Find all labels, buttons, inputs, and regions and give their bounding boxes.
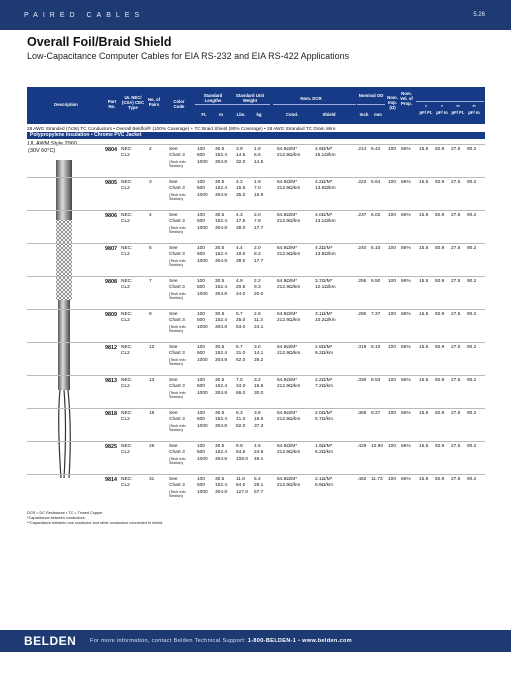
velocity: 66% — [401, 477, 411, 482]
od-inch: .336 — [357, 378, 367, 383]
dcr-shield: 2.8Ω/M* 9.2Ω/km — [315, 345, 333, 357]
length-m: 30.5 152.4 304.8 — [215, 312, 228, 330]
od-inch: .290 — [357, 312, 367, 317]
cap-4: 90.2 — [467, 345, 477, 350]
color-code: See Chart 3 (Tech Info Section) — [169, 411, 186, 433]
od-mm: 7.37 — [371, 312, 381, 317]
velocity: 66% — [401, 444, 411, 449]
cap-3: 27.5 — [451, 345, 461, 350]
cap-3: 27.5 — [451, 444, 461, 449]
ul-style: UL AWM Style 2960 (30V 60°C) — [28, 141, 77, 154]
dcr-conductor: 64.9Ω/M* 212.9Ω/km — [277, 147, 301, 159]
sub-kg: kg — [256, 112, 262, 117]
website-link[interactable]: www.belden.com — [302, 638, 352, 644]
col-nom-dcr: Nom. DCR — [300, 96, 322, 101]
table-row — [27, 144, 485, 177]
weight-lbs: 8.3 41.0 82.0 — [236, 411, 246, 429]
table-row — [27, 276, 485, 309]
length-m: 30.5 152.4 304.8 — [215, 444, 228, 462]
weight-kg: 1.9 7.0 15.9 — [254, 180, 264, 198]
col-no-pairs: No. of Pairs — [147, 97, 161, 107]
weight-kg: 3.0 14.1 28.2 — [254, 345, 264, 363]
pair-count: 3 — [149, 180, 152, 185]
table-row — [27, 441, 485, 474]
length-ft: 100 500 1000 — [197, 444, 208, 462]
velocity: 66% — [401, 279, 411, 284]
impedance: 100 — [388, 147, 397, 152]
ul-type: NEC: CL2 — [121, 345, 133, 357]
col-description: Description — [54, 102, 78, 107]
part-number: 9812 — [105, 345, 117, 351]
cap-2: 50.9 — [435, 378, 445, 383]
sub-pf-m-1: pF/ m — [436, 110, 448, 115]
impedance: 100 — [388, 312, 397, 317]
velocity: 66% — [401, 312, 411, 317]
ul-type: NEC: CL2 — [121, 477, 133, 489]
col-nom-vel: Nom. Vel. of Prop. — [400, 91, 413, 106]
od-inch: .429 — [357, 444, 367, 449]
cap-3: 27.5 — [451, 378, 461, 383]
dcr-conductor: 64.9Ω/M* 212.9Ω/km — [277, 411, 301, 423]
od-mm: 5.44 — [371, 147, 381, 152]
weight-lbs: 4.2 15.5 35.0 — [236, 180, 246, 198]
cap-4: 90.2 — [467, 246, 477, 251]
od-mm: 5.64 — [371, 180, 381, 185]
table-row — [27, 342, 485, 375]
weight-kg: 4.5 24.8 49.1 — [254, 444, 264, 462]
od-mm: 8.10 — [371, 345, 381, 350]
footer-banner — [0, 630, 511, 652]
color-code: See Chart 3 (Tech Info Section) — [169, 312, 186, 334]
pair-count: 18 — [149, 411, 155, 416]
footnotes: DCR = DC Resistance • TC = Tinned Copper *Capacitance between conductors. **Capacitance between one conductor and other conductors connected to shield. — [27, 511, 164, 525]
od-mm: 6.02 — [371, 213, 381, 218]
impedance: 100 — [388, 444, 397, 449]
pair-count: 4 — [149, 213, 152, 218]
ul-type: NEC: CL2 — [121, 378, 133, 390]
cap-3: 27.5 — [451, 477, 461, 482]
od-mm: 10.90 — [371, 444, 384, 449]
pair-count: 9 — [149, 312, 152, 317]
cap-1: 15.5 — [419, 378, 429, 383]
page-title: Overall Foil/Braid Shield — [27, 35, 172, 49]
color-code: See Chart 3 (Tech Info Section) — [169, 279, 186, 301]
weight-kg: 2.2 9.3 20.0 — [254, 279, 264, 297]
velocity: 66% — [401, 378, 411, 383]
weight-lbs: 4.9 20.5 44.0 — [236, 279, 246, 297]
cap-4: 90.2 — [467, 312, 477, 317]
cap-1: 15.5 — [419, 345, 429, 350]
length-ft: 100 500 1000 — [197, 345, 208, 363]
col-std-lengths: Standard Lengths — [203, 93, 223, 103]
od-mm: 11.73 — [371, 477, 383, 482]
part-number: 9818 — [105, 411, 117, 417]
impedance: 100 — [388, 279, 397, 284]
dcr-conductor: 64.9Ω/M* 212.9Ω/km — [277, 312, 301, 324]
dcr-shield: 3.7Ω/M* 12.1Ω/km — [315, 279, 336, 291]
part-number: 9825 — [105, 444, 117, 450]
weight-kg: 2.0 8.2 17.7 — [254, 246, 264, 264]
sub-mm: mm — [374, 112, 382, 117]
cap-1: 15.5 — [419, 147, 429, 152]
part-number: 9807 — [105, 246, 117, 252]
dcr-conductor: 64.9Ω/M* 212.9Ω/km — [277, 279, 301, 291]
section-title: PAIRED CABLES — [24, 12, 145, 19]
velocity: 66% — [401, 411, 411, 416]
table-row — [27, 375, 485, 408]
weight-kg: 3.2 15.5 30.0 — [254, 378, 264, 396]
ul-type: NEC: CL2 — [121, 246, 133, 258]
dcr-shield: 4.2Ω/M* 13.8Ω/km — [315, 246, 336, 258]
cap-1: 15.5 — [419, 477, 429, 482]
color-code: See Chart 3 (Tech Info Section) — [169, 180, 186, 202]
weight-kg: 1.8 6.6 14.5 — [254, 147, 264, 165]
sub-ft: Ft. — [201, 112, 207, 117]
cap-1: 15.5 — [419, 279, 429, 284]
velocity: 66% — [401, 345, 411, 350]
od-inch: .214 — [357, 147, 367, 152]
length-m: 30.5 152.4 304.8 — [215, 180, 228, 198]
part-number: 9804 — [105, 147, 117, 153]
cap-4: 90.2 — [467, 411, 477, 416]
od-mm: 6.10 — [371, 246, 381, 251]
cap-3: 27.5 — [451, 312, 461, 317]
part-number: 9809 — [105, 312, 117, 318]
table-row — [27, 210, 485, 243]
part-number: 9806 — [105, 213, 117, 219]
table-row — [27, 408, 485, 441]
sub-cond: Cond. — [285, 112, 299, 117]
weight-kg: 5.4 29.1 57.7 — [254, 477, 264, 495]
page-subtitle: Low-Capacitance Computer Cables for EIA RS-232 and EIA RS-422 Applications — [27, 51, 350, 61]
table-row — [27, 474, 485, 507]
cap-2: 50.9 — [435, 147, 445, 152]
col-nominal-od: Nominal OD — [358, 93, 384, 98]
impedance: 100 — [388, 411, 397, 416]
table-row — [27, 309, 485, 342]
sub-inch: Inch — [359, 112, 369, 117]
pair-count: 2 — [149, 147, 152, 152]
cap-4: 90.2 — [467, 180, 477, 185]
sub-pf-m-2: pF/ m — [468, 110, 480, 115]
length-ft: 100 500 1000 — [197, 477, 208, 495]
ul-type: NEC: CL2 — [121, 411, 133, 423]
cap-4: 90.2 — [467, 147, 477, 152]
ul-type: NEC: CL2 — [121, 444, 133, 456]
length-m: 30.5 152.4 304.8 — [215, 411, 228, 429]
sub-m: m — [219, 112, 223, 117]
top-banner — [0, 0, 511, 30]
sub-pf-ft-2: pF/ Ft. — [451, 110, 465, 115]
dcr-shield: 4.2Ω/M* 13.8Ω/km — [315, 180, 336, 192]
dcr-shield: 4.9Ω/M* 16.1Ω/km — [315, 147, 336, 159]
dcr-conductor: 64.9Ω/M* 212.9Ω/km — [277, 246, 301, 258]
cap-1: 15.5 — [419, 411, 429, 416]
cap-2: 50.9 — [435, 180, 445, 185]
part-number: 9805 — [105, 180, 117, 186]
part-number: 9814 — [105, 477, 117, 483]
pair-count: 5 — [149, 246, 152, 251]
cap-4: 90.2 — [467, 444, 477, 449]
length-ft: 100 500 1000 — [197, 312, 208, 330]
cap-2: 50.9 — [435, 444, 445, 449]
cap-1: 15.5 — [419, 180, 429, 185]
col-part-no: Part No. — [107, 99, 117, 109]
dcr-conductor: 64.9Ω/M* 212.9Ω/km — [277, 213, 301, 225]
dcr-conductor: 64.9Ω/M* 212.9Ω/km — [277, 345, 301, 357]
cap-3: 27.5 — [451, 279, 461, 284]
dcr-shield: 1.9Ω/M* 6.2Ω/km — [315, 444, 333, 456]
table-header — [27, 87, 485, 124]
od-mm: 6.50 — [371, 279, 381, 284]
table-row — [27, 243, 485, 276]
impedance: 100 — [388, 345, 397, 350]
cap-1: 15.5 — [419, 213, 429, 218]
dcr-conductor: 64.9Ω/M* 212.9Ω/km — [277, 477, 301, 489]
cap-4: 90.2 — [467, 279, 477, 284]
length-ft: 100 500 1000 — [197, 147, 208, 165]
cap-1: 15.5 — [419, 312, 429, 317]
weight-lbs: 5.7 25.0 53.0 — [236, 312, 246, 330]
weight-lbs: 7.0 34.0 66.0 — [236, 378, 246, 396]
impedance: 100 — [388, 477, 397, 482]
dcr-conductor: 64.9Ω/M* 212.9Ω/km — [277, 378, 301, 390]
length-m: 30.5 152.4 304.8 — [215, 345, 228, 363]
pair-count: 7 — [149, 279, 152, 284]
velocity: 66% — [401, 180, 411, 185]
impedance: 100 — [388, 246, 397, 251]
weight-lbs: 9.9 54.5 108.0 — [236, 444, 249, 462]
cap-2: 50.9 — [435, 312, 445, 317]
pair-count: 12 — [149, 345, 155, 350]
cap-2: 50.9 — [435, 279, 445, 284]
impedance: 100 — [388, 180, 397, 185]
cap-3: 27.5 — [451, 180, 461, 185]
col-ul-type: UL NEC/ (CSA) CEC Type — [121, 95, 145, 110]
cap-2: 50.9 — [435, 477, 445, 482]
sub-pf-ft-1: pF/ Ft. — [419, 110, 433, 115]
cap-mark-2: * — [441, 104, 443, 109]
sub-lbs: Lbs. — [236, 112, 246, 117]
col-color-code: Color Code — [173, 99, 185, 109]
dcr-shield: 2.1Ω/M* 6.9Ω/km — [315, 477, 333, 489]
cap-2: 50.9 — [435, 345, 445, 350]
length-m: 30.5 152.4 304.8 — [215, 147, 228, 165]
support-text: For more information, contact Belden Technical Support: 1-800-BELDEN-1 • www.belden.com — [90, 638, 352, 644]
weight-kg: 2.6 11.3 24.1 — [254, 312, 264, 330]
weight-lbs: 11.8 64.0 127.0 — [236, 477, 249, 495]
dcr-shield: 3.1Ω/M* 10.2Ω/km — [315, 312, 336, 324]
dcr-shield: 4.0Ω/M* 13.1Ω/km — [315, 213, 336, 225]
support-phone: 1-800-BELDEN-1 — [247, 638, 297, 644]
od-mm: 8.53 — [371, 378, 381, 383]
col-std-unit-weight: Standard Unit Weight — [235, 93, 265, 103]
od-inch: .319 — [357, 345, 367, 350]
cap-3: 27.5 — [451, 147, 461, 152]
cap-mark-4: ** — [472, 104, 476, 109]
od-inch: .222 — [357, 180, 367, 185]
od-inch: .240 — [357, 246, 367, 251]
insulation-bar: Polypropylene Insulation • Chrome PVC Jacket — [27, 132, 485, 139]
length-m: 30.5 152.4 304.8 — [215, 213, 228, 231]
cap-3: 27.5 — [451, 246, 461, 251]
color-code: See Chart 3 (Tech Info Section) — [169, 378, 186, 400]
length-ft: 100 500 1000 — [197, 378, 208, 396]
dcr-shield: 2.0Ω/M* 6.7Ω/km — [315, 411, 333, 423]
impedance: 100 — [388, 213, 397, 218]
cap-4: 90.2 — [467, 477, 477, 482]
belden-logo: BELDEN — [24, 634, 77, 648]
conductor-description: 28 AWG Stranded (7x36) TC Conductors • Overall Beldfoil® (100% Coverage) + TC Braid Shield (90% Coverage) • 28 AWG Stranded TC Drain Wire — [27, 126, 336, 131]
length-ft: 100 500 1000 — [197, 246, 208, 264]
length-ft: 100 500 1000 — [197, 411, 208, 429]
od-inch: .256 — [357, 279, 367, 284]
ul-type: NEC: CL2 — [121, 147, 133, 159]
color-code: See Chart 3 (Tech Info Section) — [169, 147, 186, 169]
weight-lbs: 3.9 14.5 32.0 — [236, 147, 246, 165]
weight-kg: 3.8 18.6 37.3 — [254, 411, 264, 429]
cap-mark-1: * — [425, 104, 427, 109]
length-ft: 100 500 1000 — [197, 213, 208, 231]
color-code: See Chart 3 (Tech Info Section) — [169, 213, 186, 235]
pair-count: 31 — [149, 477, 155, 482]
table-row — [27, 177, 485, 210]
color-code: See Chart 3 (Tech Info Section) — [169, 246, 186, 268]
cap-4: 90.2 — [467, 378, 477, 383]
weight-kg: 2.0 7.9 17.7 — [254, 213, 264, 231]
velocity: 66% — [401, 213, 411, 218]
impedance: 100 — [388, 378, 397, 383]
dcr-conductor: 64.9Ω/M* 212.9Ω/km — [277, 180, 301, 192]
length-ft: 100 500 1000 — [197, 180, 208, 198]
color-code: See Chart 3 (Tech Info Section) — [169, 345, 186, 367]
color-code: See Chart 3 (Tech Info Section) — [169, 477, 186, 499]
weight-lbs: 4.4 18.0 39.0 — [236, 246, 246, 264]
od-inch: .462 — [357, 477, 367, 482]
cap-1: 15.5 — [419, 246, 429, 251]
length-m: 30.5 152.4 304.8 — [215, 246, 228, 264]
length-m: 30.5 152.4 304.8 — [215, 477, 228, 495]
page-number: 5.26 — [473, 12, 485, 18]
velocity: 66% — [401, 147, 411, 152]
sub-shield: Shield — [322, 112, 336, 117]
part-number: 9813 — [105, 378, 117, 384]
cap-3: 27.5 — [451, 213, 461, 218]
col-nom-imp: Nom. Imp. (Ω) — [387, 95, 398, 110]
cap-mark-3: ** — [456, 104, 460, 109]
length-ft: 100 500 1000 — [197, 279, 208, 297]
weight-lbs: 6.7 31.0 62.0 — [236, 345, 246, 363]
od-inch: .365 — [357, 411, 367, 416]
cap-2: 50.9 — [435, 246, 445, 251]
ul-type: NEC: CL2 — [121, 213, 133, 225]
cap-4: 90.2 — [467, 213, 477, 218]
cap-3: 27.5 — [451, 411, 461, 416]
od-inch: .237 — [357, 213, 367, 218]
pair-count: 25 — [149, 444, 155, 449]
cap-2: 50.9 — [435, 213, 445, 218]
velocity: 66% — [401, 246, 411, 251]
ul-type: NEC: CL2 — [121, 180, 133, 192]
length-m: 30.5 152.4 304.8 — [215, 279, 228, 297]
weight-lbs: 4.3 17.5 39.0 — [236, 213, 246, 231]
cap-2: 50.9 — [435, 411, 445, 416]
color-code: See Chart 3 (Tech Info Section) — [169, 444, 186, 466]
length-m: 30.5 152.4 304.8 — [215, 378, 228, 396]
pair-count: 13 — [149, 378, 155, 383]
ul-type: NEC: CL2 — [121, 312, 133, 324]
part-number: 9808 — [105, 279, 117, 285]
dcr-shield: 2.2Ω/M* 7.2Ω/km — [315, 378, 333, 390]
ul-type: NEC: CL2 — [121, 279, 133, 291]
dcr-conductor: 64.9Ω/M* 212.9Ω/km — [277, 444, 301, 456]
cap-1: 15.5 — [419, 444, 429, 449]
od-mm: 9.27 — [371, 411, 381, 416]
